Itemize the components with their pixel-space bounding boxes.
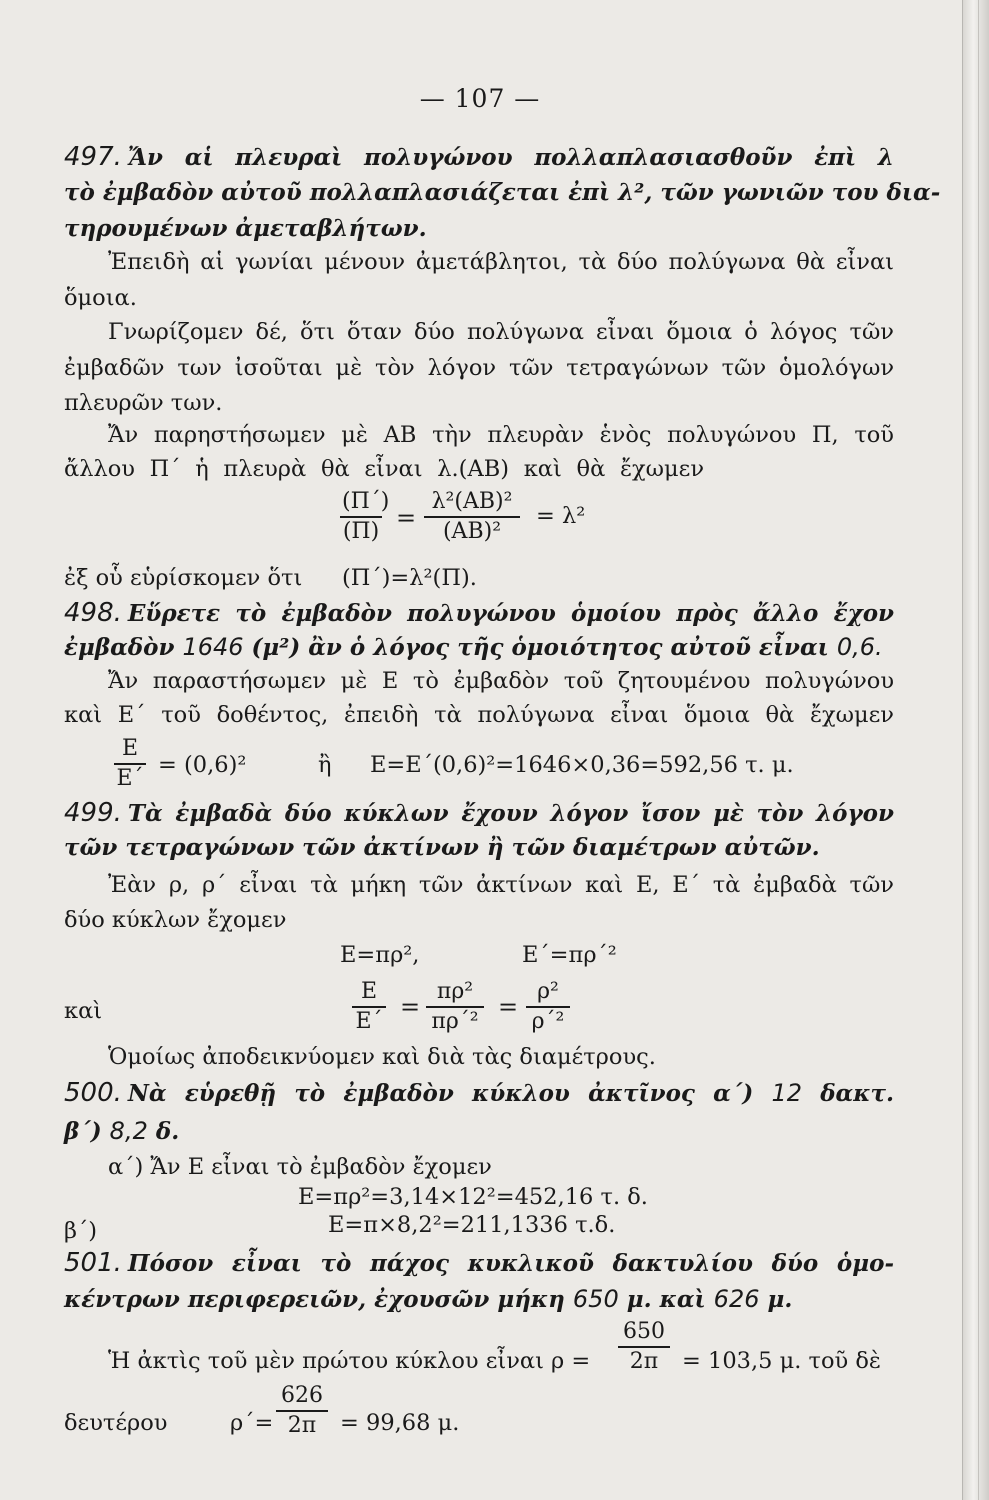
problem-498-title-line2: ἐμβαδὸν 1646 (μ²) ἂν ὁ λόγος τῆς ὁμοιότητος αὐτοῦ εἶναι 0,6. <box>64 633 883 661</box>
problem-499-kai: καὶ <box>64 998 103 1024</box>
problem-497-fraction-2: $\frac{\text{λ²(ΑΒ)²}}{\text{(ΑΒ)²}}$ <box>424 488 520 546</box>
problem-499-text-line2: δύο κύκλων ἔχομεν <box>64 907 287 933</box>
page-number: — 107 — <box>419 84 541 113</box>
problem-497-text-line1: Ἐπειδὴ αἱ γωνίαι μένουν ἀμετάβλητοι, τὰ δύο πολύγωνα θὰ εἶναι <box>108 249 894 275</box>
problem-499-title-line2: τῶν τετραγώνων τῶν ἀκτίνων ἢ τῶν διαμέτρων αὐτῶν. <box>64 834 820 861</box>
problem-500-eq2: Ε=π×8,2²=211,1336 τ.δ. <box>328 1212 616 1238</box>
problem-501-text-line2a: δευτέρου <box>64 1410 168 1436</box>
problem-499-number: 499. <box>64 798 122 828</box>
problem-498-text-line1: Ἄν παραστήσωμεν μὲ Ε τὸ ἐμβαδὸν τοῦ ζητουμένου πολυγώνου <box>108 668 894 694</box>
problem-500-number: 500. <box>64 1078 122 1108</box>
problem-501-title-line1: 501. Πόσον εἶναι τὸ πάχος κυκλικοῦ δακτυλίου δύο ὁμο- <box>64 1248 894 1278</box>
problem-497-equals-sign: = <box>396 504 417 532</box>
page-edge-line <box>978 0 979 1500</box>
problem-499-text-line3: Ὁμοίως ἀποδεικνύομεν καὶ διὰ τὰς διαμέτρους. <box>108 1044 656 1070</box>
problem-497-text-line7: ἄλλου Π΄ ἡ πλευρὰ θὰ εἶναι λ.(ΑΒ) καὶ θὰ ἔχωμεν <box>64 456 704 482</box>
problem-498-eq-part2: ἢ <box>318 752 332 778</box>
problem-501-title-line2: κέντρων περιφερειῶν, ἐχουσῶν μήκη 650 μ. καὶ 626 μ. <box>64 1285 793 1313</box>
problem-498-fraction: $\frac{E}{E΄}$ <box>114 735 146 793</box>
problem-501-fraction-2: $\frac{626}{2\pi}$ <box>276 1382 328 1440</box>
problem-499-equals-2: = <box>498 993 519 1021</box>
problem-501-text-line2b: ρ΄= <box>230 1410 274 1436</box>
problem-497-text-line3: Γνωρίζομεν δέ, ὅτι ὅταν δύο πολύγωνα εἶναι ὅμοια ὁ λόγος τῶν <box>108 319 894 345</box>
problem-497-fraction-1: $\frac{(\Pi΄)}{(\Pi)}$ <box>342 489 390 544</box>
problem-497-equation-rhs: = λ² <box>536 503 586 529</box>
problem-500-title-line2: β΄) 8,2 δ. <box>64 1117 180 1145</box>
problem-499-fraction-1: $\frac{E}{E΄}$ <box>352 978 386 1036</box>
problem-497-text-line5: πλευρῶν των. <box>64 390 223 416</box>
problem-497-number: 497. <box>64 142 122 172</box>
problem-500-text-line1: α΄) Ἄν Ε εἶναι τὸ ἐμβαδὸν ἔχομεν <box>108 1154 492 1180</box>
problem-499-title-line1: 499. Τὰ ἐμβαδὰ δύο κύκλων ἔχουν λόγον ἴσον μὲ τὸν λόγον <box>64 798 894 828</box>
problem-501-text-line2c: = 99,68 μ. <box>340 1410 460 1436</box>
problem-498-eq-part1: = (0,6)² <box>158 752 247 778</box>
problem-497-result: (Π΄)=λ²(Π). <box>342 565 477 591</box>
page-edge <box>962 0 989 1500</box>
problem-499-eq1: Ε=πρ², <box>340 942 420 968</box>
problem-499-equals-1: = <box>400 993 421 1021</box>
problem-500-eq1: Ε=πρ²=3,14×12²=452,16 τ. δ. <box>298 1184 648 1210</box>
problem-498-number: 498. <box>64 598 122 628</box>
problem-497-title-line2: τὸ ἐμβαδὸν αὐτοῦ πολλαπλασιάζεται ἐπὶ λ², τῶν γωνιῶν του δια- <box>64 179 941 206</box>
problem-498-eq-part3: Ε=Ε΄(0,6)²=1646×0,36=592,56 τ. μ. <box>370 752 794 778</box>
problem-499-fraction-2: $\frac{\text{πρ²}}{\text{πρ΄²}}$ <box>426 978 484 1036</box>
problem-498-text-line2: καὶ Ε΄ τοῦ δοθέντος, ἐπειδὴ τὰ πολύγωνα εἶναι ὅμοια θὰ ἔχωμεν <box>64 702 894 728</box>
problem-497-text-line8: ἐξ οὗ εὑρίσκομεν ὅτι <box>64 565 303 591</box>
problem-501-text-line1a: Ἡ ἀκτὶς τοῦ μὲν πρώτου κύκλου εἶναι ρ = <box>108 1348 591 1374</box>
problem-500-title-line1: 500. Νὰ εὑρεθῇ τὸ ἐμβαδὸν κύκλου ἀκτῖνος α΄) 12 δακτ. <box>64 1078 894 1108</box>
problem-497-text-line2: ὅμοια. <box>64 285 137 311</box>
problem-497-title-line3: τηρουμένων ἀμεταβλήτων. <box>64 215 427 242</box>
problem-499-fraction-3: $\frac{\text{ρ²}}{\text{ρ΄²}}$ <box>526 978 570 1036</box>
problem-501-fraction-1: $\frac{650}{2\pi}$ <box>618 1318 670 1376</box>
problem-501-number: 501. <box>64 1248 122 1278</box>
problem-497-text-line4: ἐμβαδῶν των ἰσοῦται μὲ τὸν λόγον τῶν τετραγώνων τῶν ὁμολόγων <box>64 355 894 381</box>
problem-500-beta: β΄) <box>64 1218 98 1244</box>
problem-498-title-line1: 498. Εὕρετε τὸ ἐμβαδὸν πολυγώνου ὁμοίου πρὸς ἄλλο ἔχον <box>64 598 894 628</box>
problem-499-eq2: Ε΄=πρ΄² <box>522 942 617 968</box>
problem-497-text-line6: Ἄν παρηστήσωμεν μὲ ΑΒ τὴν πλευρὰν ἑνὸς πολυγώνου Π, τοῦ <box>108 422 894 448</box>
problem-497-title-line1: 497. Ἄν αἱ πλευραὶ πολυγώνου πολλαπλασιασθοῦν ἐπὶ λ <box>64 142 894 172</box>
problem-501-text-line1b: = 103,5 μ. τοῦ δὲ <box>682 1348 881 1374</box>
problem-499-text-line1: Ἐὰν ρ, ρ΄ εἶναι τὰ μήκη τῶν ἀκτίνων καὶ Ε, Ε΄ τὰ ἐμβαδὰ τῶν <box>108 872 894 898</box>
